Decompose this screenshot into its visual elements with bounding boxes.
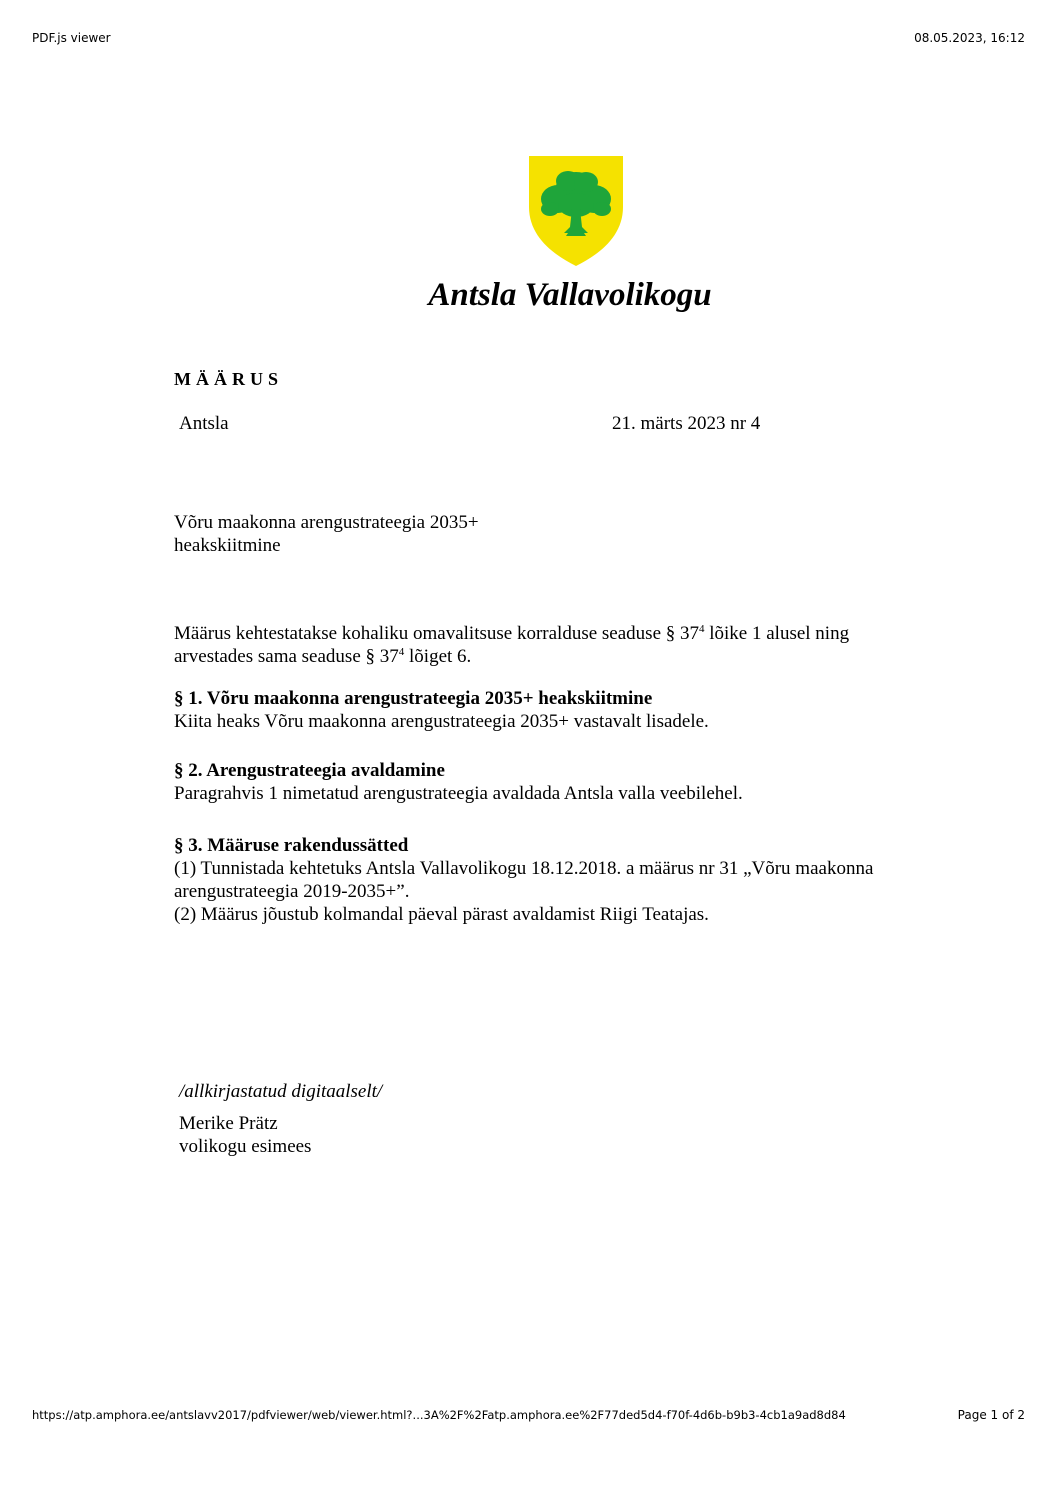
section-heading: § 1. Võru maakonna arengustrateegia 2035+ heakskiitmine	[174, 688, 653, 709]
signer-role: volikogu esimees	[179, 1136, 312, 1157]
section-2	[174, 759, 954, 805]
section-text: arengustrateegia 2019-2035+”.	[174, 881, 410, 902]
browser-header-datetime: 08.05.2023, 16:12	[914, 31, 1025, 45]
browser-header-title: PDF.js viewer	[32, 31, 111, 45]
section-1	[174, 687, 954, 733]
coat-of-arms-logo	[528, 155, 624, 267]
document-date-number: 21. märts 2023 nr 4	[612, 413, 761, 434]
signer-block	[179, 1112, 311, 1158]
browser-footer-url[interactable]: https://atp.amphora.ee/antslavv2017/pdfviewer/web/viewer.html?...3A%2F%2Fatp.amphora.ee%2F77ded5d4-f70f-4d6b-b9b3-4cb1a9ad8d84	[32, 1408, 846, 1422]
signer-name: Merike Prätz	[179, 1113, 278, 1134]
preamble-superscript: 4	[398, 646, 405, 658]
preamble-text: Määrus kehtestatakse kohaliku omavalitsuse korralduse seaduse § 37	[174, 623, 699, 644]
regulation-title	[174, 511, 594, 557]
section-text: Paragrahvis 1 nimetatud arengustrateegia avaldada Antsla valla veebilehel.	[174, 783, 743, 804]
document-place: Antsla	[179, 413, 229, 434]
preamble-superscript: 4	[699, 623, 705, 635]
section-text: (1) Tunnistada kehtetuks Antsla Vallavolikogu 18.12.2018. a määrus nr 31 „Võru maakonna	[174, 858, 874, 879]
preamble-text: arvestades sama seaduse § 37	[174, 646, 399, 667]
council-name: Antsla Vallavolikogu	[428, 277, 712, 313]
section-text: (2) Määrus jõustub kolmandal päeval pärast avaldamist Riigi Teatajas.	[174, 904, 709, 925]
preamble-text: lõike 1 alusel ning	[704, 623, 850, 644]
section-heading: § 2. Arengustrateegia avaldamine	[174, 760, 445, 781]
preamble-text: lõiget 6.	[404, 646, 472, 667]
preamble	[174, 622, 934, 668]
signature-note: /allkirjastatud digitaalselt/	[179, 1081, 383, 1102]
regulation-title-line: Võru maakonna arengustrateegia 2035+	[174, 512, 479, 533]
document-type: MÄÄRUS	[174, 369, 283, 389]
regulation-title-line: heakskiitmine	[174, 535, 281, 556]
section-3	[174, 834, 954, 926]
browser-footer-page: Page 1 of 2	[957, 1408, 1025, 1422]
section-heading: § 3. Määruse rakendussätted	[174, 835, 409, 856]
preamble-line	[174, 622, 934, 645]
section-text: Kiita heaks Võru maakonna arengustrateegia 2035+ vastavalt lisadele.	[174, 711, 709, 732]
preamble-line	[174, 645, 934, 668]
